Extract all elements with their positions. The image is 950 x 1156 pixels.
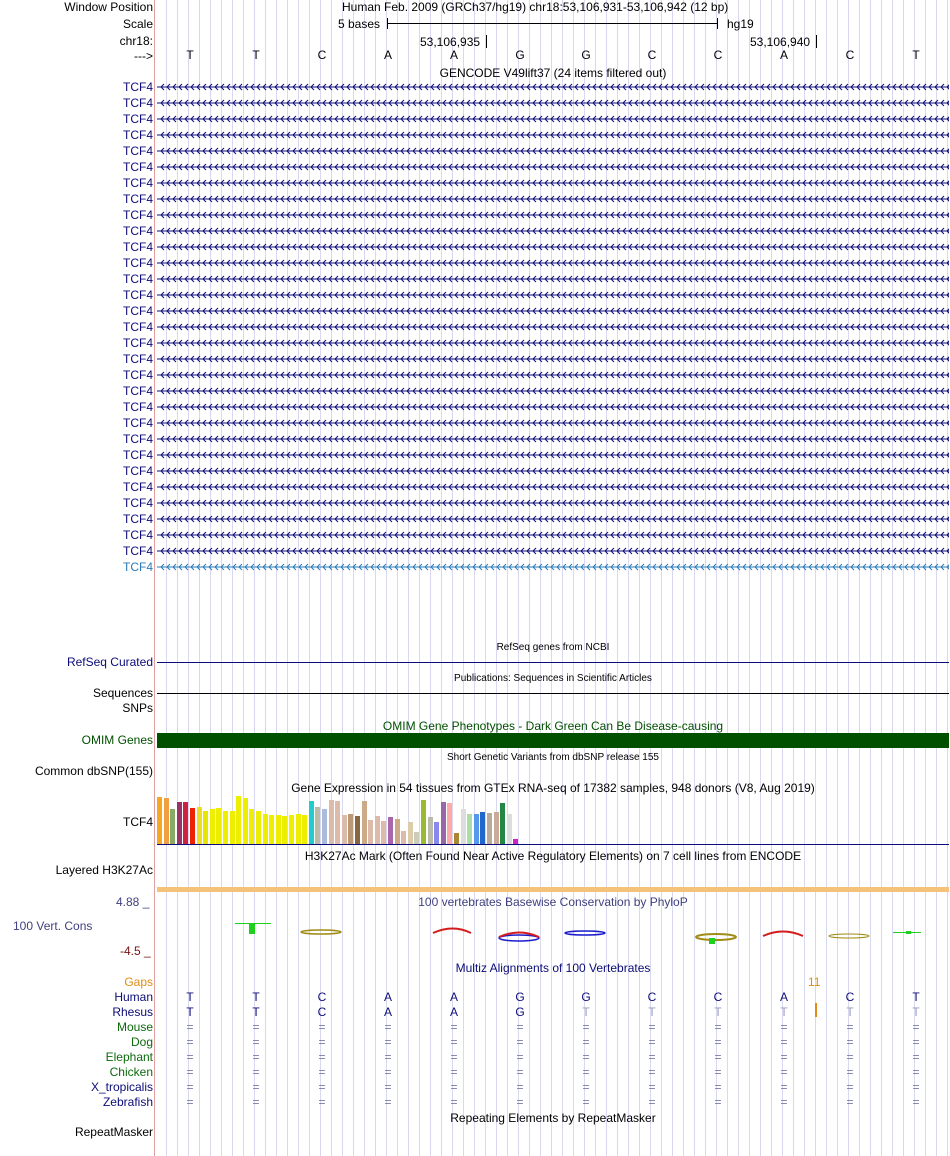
gencode-transcript[interactable] (157, 432, 949, 446)
alignment-base: T (912, 990, 920, 1004)
gtex-baseline (157, 844, 949, 845)
gtex-tissue-bar[interactable] (302, 815, 307, 844)
gtex-tissue-bar[interactable] (362, 801, 367, 844)
alignment-base: = (318, 1050, 326, 1064)
gtex-tissue-bar[interactable] (395, 819, 400, 844)
sequence-base: C (713, 48, 723, 62)
gtex-tissue-bar[interactable] (388, 817, 393, 844)
gencode-transcript[interactable] (157, 288, 949, 302)
gtex-tissue-bar[interactable] (210, 809, 215, 844)
alignment-base: = (648, 1035, 656, 1049)
alignment-base: T (648, 1005, 656, 1019)
alignment-base: T (186, 990, 194, 1004)
refseq-track-title[interactable]: RefSeq genes from NCBI (496, 642, 610, 653)
gtex-tissue-bar[interactable] (190, 808, 195, 844)
alignment-base: = (714, 1035, 722, 1049)
gtex-tissue-bar[interactable] (487, 813, 492, 844)
gtex-tissue-bar[interactable] (223, 811, 228, 844)
gencode-gene-label[interactable]: TCF4 (123, 432, 153, 446)
sequence-base: A (383, 48, 392, 62)
gtex-tissue-bar[interactable] (454, 833, 459, 844)
gtex-tissue-bar[interactable] (447, 803, 452, 844)
gtex-tissue-bar[interactable] (170, 809, 175, 844)
gencode-gene-label[interactable]: TCF4 (123, 336, 153, 350)
alignment-base: T (714, 1005, 722, 1019)
publications-track-title[interactable]: Publications: Sequences in Scientific Articles (454, 673, 652, 684)
human-label[interactable]: Human (114, 990, 153, 1004)
alignment-base: = (516, 1095, 524, 1109)
gtex-tissue-bar[interactable] (183, 802, 188, 844)
gtex-tissue-bar[interactable] (375, 816, 380, 844)
gtex-tissue-bar[interactable] (296, 814, 301, 844)
alignment-base: C (317, 1005, 327, 1019)
position-label-2: 53,106,940 (750, 35, 811, 49)
alignment-base: = (318, 1095, 326, 1109)
phylop-glyphs[interactable] (157, 912, 949, 952)
gencode-gene-label[interactable]: TCF4 (123, 416, 153, 430)
gencode-gene-label[interactable]: TCF4 (123, 528, 153, 542)
gencode-gene-label[interactable]: TCF4 (123, 288, 153, 302)
alignment-base: = (780, 1050, 788, 1064)
alignment-base: = (384, 1095, 392, 1109)
gtex-tissue-bar[interactable] (236, 796, 241, 844)
gencode-transcript[interactable] (157, 528, 949, 542)
alignment-base: = (846, 1095, 854, 1109)
gencode-transcript[interactable] (157, 544, 949, 558)
gtex-tissue-bar[interactable] (348, 814, 353, 844)
position-tick-1 (486, 35, 487, 48)
gtex-tissue-bar[interactable] (157, 797, 162, 844)
species-label[interactable]: Chicken (109, 1065, 153, 1079)
species-label[interactable]: X_tropicalis (90, 1080, 153, 1094)
alignment-base: = (186, 1080, 194, 1094)
species-label[interactable]: Zebrafish (102, 1095, 153, 1109)
gencode-transcript[interactable] (157, 416, 949, 430)
alignment-base: = (846, 1020, 854, 1034)
gencode-gene-label[interactable]: TCF4 (123, 128, 153, 142)
gencode-gene-label[interactable]: TCF4 (123, 192, 153, 206)
alignment-base: = (252, 1080, 260, 1094)
alignment-base: G (581, 990, 591, 1004)
alignment-base: = (516, 1020, 524, 1034)
gtex-tissue-bar[interactable] (276, 815, 281, 844)
gencode-transcript[interactable] (157, 224, 949, 238)
h3k27ac-signal[interactable] (157, 887, 949, 892)
alignment-base: = (780, 1020, 788, 1034)
alignment-base: = (450, 1065, 458, 1079)
alignment-base: = (780, 1095, 788, 1109)
gencode-transcript[interactable] (157, 560, 949, 574)
alignment-base: T (846, 1005, 854, 1019)
gtex-tissue-bar[interactable] (256, 811, 261, 844)
gtex-tissue-bar[interactable] (263, 814, 268, 844)
scale-db-text: hg19 (727, 17, 754, 31)
alignment-base: = (912, 1035, 920, 1049)
gencode-gene-label[interactable]: TCF4 (123, 112, 153, 126)
sequence-base: T (252, 48, 260, 62)
gencode-gene-label[interactable]: TCF4 (123, 560, 153, 574)
alignment-base: = (318, 1035, 326, 1049)
alignment-base: T (252, 1005, 260, 1019)
gtex-tissue-bar[interactable] (164, 798, 169, 844)
gtex-tissue-bar[interactable] (329, 800, 334, 844)
gtex-tissue-bar[interactable] (408, 822, 413, 844)
alignment-base: = (714, 1080, 722, 1094)
gtex-tissue-bar[interactable] (381, 821, 386, 844)
alignment-base: = (648, 1065, 656, 1079)
gencode-gene-label[interactable]: TCF4 (123, 400, 153, 414)
gtex-tissue-bar[interactable] (441, 802, 446, 844)
gencode-gene-label[interactable]: TCF4 (123, 512, 153, 526)
gtex-tissue-bar[interactable] (177, 802, 182, 844)
alignment-base: = (516, 1050, 524, 1064)
h3k27ac-label[interactable]: Layered H3K27Ac (55, 863, 153, 877)
alignment-base: = (648, 1095, 656, 1109)
alignment-base: = (318, 1080, 326, 1094)
alignment-base: = (714, 1020, 722, 1034)
rhesus-gap-marker (815, 1003, 817, 1017)
alignment-base: = (648, 1050, 656, 1064)
scale-bar-left-tick (387, 18, 388, 29)
gencode-transcript[interactable] (157, 192, 949, 206)
alignment-base: A (383, 990, 392, 1004)
alignment-base: = (582, 1065, 590, 1079)
gaps-label[interactable]: Gaps (124, 975, 153, 989)
alignment-base: = (450, 1020, 458, 1034)
gencode-gene-label[interactable]: TCF4 (123, 208, 153, 222)
gencode-transcript[interactable] (157, 208, 949, 222)
refseq-gene-line[interactable] (157, 662, 949, 663)
gtex-tissue-bar[interactable] (467, 814, 472, 844)
gencode-track-title[interactable]: GENCODE V49lift37 (24 items filtered out) (439, 66, 667, 80)
gtex-tissue-bar[interactable] (249, 809, 254, 844)
gtex-tissue-bar[interactable] (368, 820, 373, 844)
alignment-base: = (384, 1035, 392, 1049)
position-tick-2 (816, 35, 817, 48)
gencode-transcript[interactable] (157, 368, 949, 382)
sequence-base: G (581, 48, 591, 62)
gencode-transcript[interactable] (157, 128, 949, 142)
alignment-base: T (780, 1005, 788, 1019)
gencode-transcript[interactable] (157, 512, 949, 526)
alignment-base: = (780, 1065, 788, 1079)
gencode-gene-label[interactable]: TCF4 (123, 448, 153, 462)
alignment-base: C (713, 990, 723, 1004)
alignment-base: = (846, 1050, 854, 1064)
alignment-base: = (912, 1020, 920, 1034)
alignment-base: = (450, 1095, 458, 1109)
alignment-base: = (582, 1080, 590, 1094)
omim-label[interactable]: OMIM Genes (81, 733, 153, 747)
gtex-tissue-bar[interactable] (414, 832, 419, 844)
gencode-transcript[interactable] (157, 480, 949, 494)
gencode-transcript[interactable] (157, 320, 949, 334)
gencode-gene-label[interactable]: TCF4 (123, 272, 153, 286)
gtex-tissue-bar[interactable] (335, 801, 340, 844)
alignment-base: = (516, 1065, 524, 1079)
publications-label[interactable]: Sequences (92, 686, 153, 700)
alignment-base: = (450, 1080, 458, 1094)
alignment-base: C (845, 990, 855, 1004)
gencode-gene-label[interactable]: TCF4 (123, 96, 153, 110)
gtex-tissue-bar[interactable] (315, 807, 320, 844)
alignment-base: C (647, 990, 657, 1004)
assembly-position-text: Human Feb. 2009 (GRCh37/hg19) chr18:53,106,931-53,106,942 (12 bp) (342, 0, 729, 14)
gtex-tissue-bar[interactable] (500, 803, 505, 844)
alignment-base: = (450, 1035, 458, 1049)
alignment-base: = (912, 1050, 920, 1064)
alignment-base: = (912, 1080, 920, 1094)
alignment-base: = (384, 1020, 392, 1034)
gtex-tissue-bar[interactable] (269, 815, 274, 844)
alignment-base: = (714, 1095, 722, 1109)
gencode-gene-label[interactable]: TCF4 (123, 320, 153, 334)
snps-label[interactable]: SNPs (122, 701, 153, 715)
gtex-tissue-bar[interactable] (421, 800, 426, 844)
label-separator (154, 0, 155, 1156)
alignment-base: A (449, 990, 458, 1004)
alignment-base: = (384, 1065, 392, 1079)
gtex-tissue-bar[interactable] (342, 815, 347, 844)
alignment-base: = (648, 1080, 656, 1094)
gencode-transcript[interactable] (157, 496, 949, 510)
gtex-tissue-bar[interactable] (428, 817, 433, 844)
alignment-base: = (384, 1080, 392, 1094)
gencode-transcript[interactable] (157, 240, 949, 254)
species-label[interactable]: Mouse (116, 1020, 153, 1034)
alignment-base: A (449, 1005, 458, 1019)
alignment-base: = (516, 1080, 524, 1094)
sequence-base: C (317, 48, 327, 62)
gtex-bar-chart[interactable] (157, 796, 537, 844)
scale-bar (387, 23, 718, 24)
position-label-1: 53,106,935 (420, 35, 481, 49)
alignment-base: = (318, 1065, 326, 1079)
gap-count: 11 (808, 975, 821, 989)
gencode-gene-label[interactable]: TCF4 (123, 352, 153, 366)
gencode-gene-label[interactable]: TCF4 (123, 480, 153, 494)
omim-track-title[interactable]: OMIM Gene Phenotypes - Dark Green Can Be Disease-causing (382, 719, 724, 733)
alignment-base: = (780, 1035, 788, 1049)
repeatmasker-label[interactable]: RepeatMasker (74, 1125, 153, 1139)
rhesus-label[interactable]: Rhesus (112, 1005, 153, 1019)
species-label[interactable]: Elephant (105, 1050, 153, 1064)
gencode-transcript[interactable] (157, 352, 949, 366)
publications-line[interactable] (157, 693, 949, 694)
alignment-base: T (912, 1005, 920, 1019)
gencode-transcript[interactable] (157, 96, 949, 110)
alignment-base: = (252, 1095, 260, 1109)
alignment-base: = (186, 1065, 194, 1079)
dbsnp-track-title[interactable]: Short Genetic Variants from dbSNP release 155 (447, 752, 659, 763)
gtex-tissue-bar[interactable] (230, 811, 235, 844)
gencode-transcript[interactable] (157, 336, 949, 350)
alignment-base: G (515, 1005, 525, 1019)
gencode-transcript[interactable] (157, 160, 949, 174)
gencode-gene-label[interactable]: TCF4 (123, 304, 153, 318)
alignment-base: = (186, 1035, 194, 1049)
gencode-transcript[interactable] (157, 272, 949, 286)
sequence-base: C (845, 48, 855, 62)
gtex-tissue-bar[interactable] (289, 815, 294, 844)
gtex-tissue-bar[interactable] (243, 798, 248, 844)
conservation-label[interactable]: 100 Vert. Cons (13, 919, 93, 933)
alignment-base: = (318, 1020, 326, 1034)
h3k27ac-track-title[interactable]: H3K27Ac Mark (Often Found Near Active Regulatory Elements) on 7 cell lines from ENCODE (304, 849, 802, 863)
alignment-base: = (846, 1080, 854, 1094)
sequence-base: A (779, 48, 788, 62)
alignment-base: = (384, 1050, 392, 1064)
gtex-tissue-bar[interactable] (282, 816, 287, 844)
gencode-transcript[interactable] (157, 384, 949, 398)
gtex-tissue-bar[interactable] (203, 811, 208, 844)
gencode-gene-label[interactable]: TCF4 (123, 80, 153, 94)
gtex-tissue-bar[interactable] (309, 801, 314, 844)
alignment-base: = (846, 1035, 854, 1049)
species-label[interactable]: Dog (130, 1035, 153, 1049)
alignment-base: = (912, 1065, 920, 1079)
gencode-transcript[interactable] (157, 144, 949, 158)
gencode-transcript[interactable] (157, 448, 949, 462)
alignment-base: = (582, 1095, 590, 1109)
conservation-track-title[interactable]: 100 vertebrates Basewise Conservation by PhyloP (418, 895, 688, 909)
gtex-track-title[interactable]: Gene Expression in 54 tissues from GTEx RNA-seq of 17382 samples, 948 donors (V8, Aug 2019) (291, 781, 815, 795)
alignment-base: = (186, 1050, 194, 1064)
gtex-tissue-bar[interactable] (197, 807, 202, 844)
omim-gene-bar[interactable] (157, 733, 949, 748)
alignment-base: = (648, 1020, 656, 1034)
gencode-gene-label[interactable]: TCF4 (123, 464, 153, 478)
alignment-base: A (779, 990, 788, 1004)
strand-label[interactable]: ---> (134, 49, 153, 63)
alignment-base: = (252, 1020, 260, 1034)
dbsnp-label[interactable]: Common dbSNP(155) (34, 764, 153, 778)
sequence-base: T (912, 48, 920, 62)
gencode-transcript[interactable] (157, 464, 949, 478)
scale-bar-right-tick (717, 18, 718, 29)
scale-label: Scale (122, 17, 153, 31)
alignment-base: = (450, 1050, 458, 1064)
gencode-gene-label[interactable]: TCF4 (123, 224, 153, 238)
gencode-transcript[interactable] (157, 304, 949, 318)
gtex-tissue-bar[interactable] (216, 808, 221, 844)
alignment-base: = (714, 1065, 722, 1079)
alignment-base: = (186, 1020, 194, 1034)
chr-label: chr18: (119, 34, 153, 48)
alignment-base: = (186, 1095, 194, 1109)
gencode-gene-label[interactable]: TCF4 (123, 176, 153, 190)
sequence-base: C (647, 48, 657, 62)
gtex-tissue-bar[interactable] (474, 814, 479, 844)
gtex-tissue-bar[interactable] (461, 809, 466, 844)
alignment-base: G (515, 990, 525, 1004)
gtex-tissue-bar[interactable] (507, 814, 512, 844)
alignment-base: = (780, 1080, 788, 1094)
gtex-tissue-bar[interactable] (434, 822, 439, 844)
gencode-transcript[interactable] (157, 256, 949, 270)
sequence-base: T (186, 48, 194, 62)
gencode-transcript[interactable] (157, 176, 949, 190)
alignment-base: = (846, 1065, 854, 1079)
gtex-tissue-bar[interactable] (480, 812, 485, 844)
gtex-tissue-bar[interactable] (494, 812, 499, 844)
gtex-tissue-bar[interactable] (401, 831, 406, 844)
alignment-base: = (714, 1050, 722, 1064)
gtex-tissue-bar[interactable] (355, 816, 360, 844)
gencode-gene-label[interactable]: TCF4 (123, 368, 153, 382)
alignment-base: T (252, 990, 260, 1004)
alignment-base: = (516, 1035, 524, 1049)
gencode-gene-label[interactable]: TCF4 (123, 240, 153, 254)
gencode-gene-label[interactable]: TCF4 (123, 496, 153, 510)
repeatmasker-track-title[interactable]: Repeating Elements by RepeatMasker (450, 1111, 656, 1125)
alignment-base: = (252, 1035, 260, 1049)
scale-bases-text: 5 bases (338, 17, 381, 31)
refseq-label[interactable]: RefSeq Curated (66, 655, 153, 669)
gencode-gene-label[interactable]: TCF4 (123, 160, 153, 174)
sequence-base: G (515, 48, 525, 62)
alignment-base: = (912, 1095, 920, 1109)
conservation-min-label: -4.5 _ (120, 944, 151, 958)
gencode-gene-label[interactable]: TCF4 (123, 384, 153, 398)
alignment-base: = (252, 1050, 260, 1064)
alignment-base: T (186, 1005, 194, 1019)
gencode-gene-label[interactable]: TCF4 (123, 144, 153, 158)
gencode-transcript[interactable] (157, 80, 949, 94)
gencode-transcript[interactable] (157, 400, 949, 414)
gencode-transcript[interactable] (157, 112, 949, 126)
gtex-label[interactable]: TCF4 (123, 815, 153, 829)
gencode-gene-label[interactable]: TCF4 (123, 256, 153, 270)
alignment-base: = (582, 1020, 590, 1034)
alignment-base: = (582, 1050, 590, 1064)
gencode-gene-label[interactable]: TCF4 (123, 544, 153, 558)
conservation-max-label: 4.88 _ (116, 895, 150, 909)
alignment-base: = (582, 1035, 590, 1049)
sequence-base: A (449, 48, 458, 62)
alignment-base: C (317, 990, 327, 1004)
gtex-tissue-bar[interactable] (322, 809, 327, 844)
alignment-base: T (582, 1005, 590, 1019)
alignment-base: = (252, 1065, 260, 1079)
window-position-label: Window Position (64, 0, 153, 14)
multiz-track-title[interactable]: Multiz Alignments of 100 Vertebrates (455, 961, 651, 975)
alignment-base: A (383, 1005, 392, 1019)
